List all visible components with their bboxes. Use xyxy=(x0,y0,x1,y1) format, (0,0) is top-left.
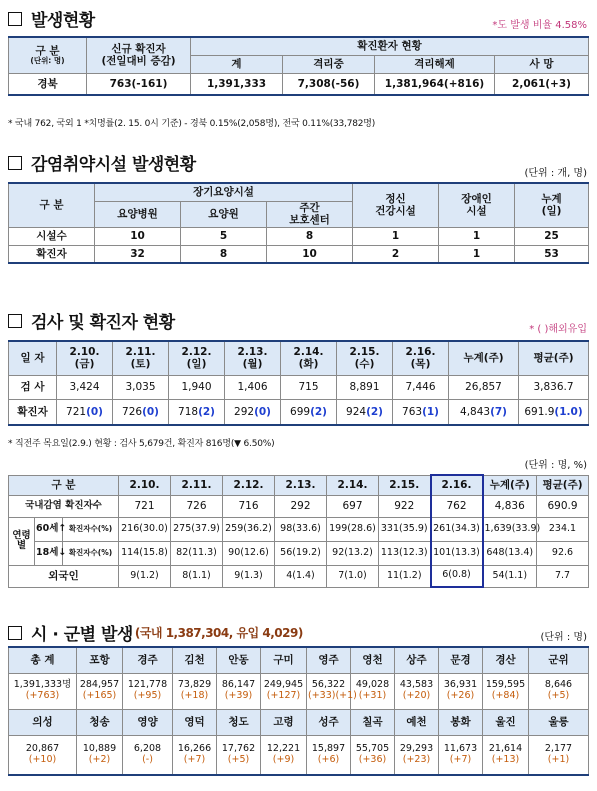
city-count-cell xyxy=(439,735,483,775)
confirmed-row: 확진자 721(0) 726(0) 718(2) 292(0) 699(2) 924(2) 763(1) 4,843(7) 691.9(1.0) xyxy=(9,399,589,425)
city-total: 16,266 xyxy=(177,742,212,754)
city-delta: (+5) xyxy=(227,753,250,765)
section-title-vulnerable: 감염취약시설 발생현황 xyxy=(8,150,196,175)
header-date-cell: 2.15. (수) xyxy=(337,341,393,375)
header-date-cell: 2.11. (토) xyxy=(113,341,169,375)
vulnerable-facility-table xyxy=(8,182,589,264)
city-delta: (+20) xyxy=(402,690,431,701)
city-delta: (+39) xyxy=(224,690,253,701)
foreigner-row: 외국인 9(1.2) 8(1.1) 9(1.3) 4(1.4) 7(1.0) 11(1.2) 6(0.8) 54(1.1) 7.7 xyxy=(9,565,589,587)
city-name: 영양 xyxy=(123,709,173,735)
city-name: 상주 xyxy=(395,647,439,673)
city-total: 21,614 xyxy=(488,742,523,754)
header-total: 계 xyxy=(191,55,283,73)
city-delta: (+5) xyxy=(547,690,570,701)
city-count-cell xyxy=(173,673,217,709)
age-group-label: 연령별 xyxy=(9,517,35,565)
city-total: 8,646 xyxy=(544,679,573,691)
city-count-cell xyxy=(9,673,77,709)
unit-note: (단위 : 명, %) xyxy=(524,460,587,471)
square-bullet-icon xyxy=(8,12,22,26)
city-total: 43,583 xyxy=(399,679,434,691)
header-patient-status: 확진환자 현황 xyxy=(191,37,589,55)
header-longterm-care: 장기요양시설 xyxy=(95,183,353,201)
city-total: 159,595 xyxy=(485,679,526,691)
city-name: 울진 xyxy=(483,709,529,735)
city-delta: (+763) xyxy=(25,690,60,701)
city-county-table xyxy=(8,646,589,776)
city-delta: (+23) xyxy=(402,753,431,765)
city-total: 49,028 xyxy=(355,679,390,691)
header-nursing-home: 요양원 xyxy=(181,201,267,227)
header-date-cell: 2.12. (일) xyxy=(169,341,225,375)
city-name: 봉화 xyxy=(439,709,483,735)
city-total: 73,829 xyxy=(177,679,212,691)
city-name: 고령 xyxy=(261,709,307,735)
city-total: 17,762 xyxy=(221,742,256,754)
city-delta: (+31) xyxy=(358,690,387,701)
city-delta: (-) xyxy=(142,753,153,765)
isolated-value: 7,308(-56) xyxy=(283,73,375,95)
city-total: 121,778 xyxy=(127,679,168,691)
city-name: 총 계 xyxy=(9,647,77,673)
header-date-cell: 2.16. (목) xyxy=(393,341,449,375)
city-count-cell xyxy=(395,735,439,775)
city-delta: (+165) xyxy=(82,690,117,701)
city-count-cell xyxy=(261,735,307,775)
header-disability: 장애인 시설 xyxy=(439,183,515,227)
city-name: 청도 xyxy=(217,709,261,735)
city-count-cell xyxy=(173,735,217,775)
header-day-care: 주간 보호센터 xyxy=(267,201,353,227)
city-count-cell xyxy=(483,673,529,709)
released-value: 1,381,964(+816) xyxy=(375,73,495,95)
city-total: 20,867 xyxy=(25,742,60,754)
city-delta: (+36) xyxy=(358,753,387,765)
square-bullet-icon xyxy=(8,314,22,328)
new-cases-value: 763(-161) xyxy=(87,73,191,95)
province-ratio-note: *도 발생 비율 4.58% xyxy=(492,20,587,31)
city-delta: (+2) xyxy=(88,753,111,765)
header-date-cell: 2.14. (화) xyxy=(281,341,337,375)
outbreak-footnote: * 국내 762, 국외 1 *치명률(2. 15. 0시 기준) - 경북 0.15%(2,058명), 전국 0.11%(33,782명) xyxy=(8,119,376,129)
header-mental-health: 정신 건강시설 xyxy=(353,183,439,227)
city-delta: (+95) xyxy=(133,690,162,701)
city-delta: (+1) xyxy=(547,753,570,765)
city-total: 55,705 xyxy=(355,742,390,754)
city-total: 6,208 xyxy=(133,742,162,754)
square-bullet-icon xyxy=(8,156,22,170)
header-date: 일 자 xyxy=(9,341,57,375)
city-delta: (+9) xyxy=(272,753,295,765)
section-title-city: 시 · 군별 발생 (국내 1,387,304, 유입 4,029) xyxy=(8,620,303,645)
table-row: 시설수 10 5 8 1 1 25 xyxy=(9,227,589,245)
highlight-date: 2.16. xyxy=(431,475,483,495)
city-count-cell xyxy=(529,735,589,775)
city-name-row xyxy=(9,709,589,735)
city-count-cell xyxy=(9,735,77,775)
header-new-cases: 신규 확진자 (전일대비 증감) xyxy=(87,37,191,73)
header-gubun: 구 분 xyxy=(9,183,95,227)
city-total: 2,177 xyxy=(544,742,573,754)
city-value-row xyxy=(9,673,589,709)
city-delta: (+33)(+1) xyxy=(308,690,357,701)
city-name: 경산 xyxy=(483,647,529,673)
city-total: 29,293 xyxy=(399,742,434,754)
city-total: 36,931 xyxy=(443,679,478,691)
city-name: 성주 xyxy=(307,709,351,735)
city-count-cell xyxy=(307,673,357,709)
header-nursing-hospital: 요양병원 xyxy=(95,201,181,227)
row-label: 경북 xyxy=(9,73,87,95)
table-row: 확진자 32 8 10 2 1 53 xyxy=(9,245,589,263)
city-delta: (+6) xyxy=(317,753,340,765)
section-title-outbreak: 발생현황 xyxy=(8,6,95,31)
city-delta: (+127) xyxy=(266,690,301,701)
header-deaths: 사 망 xyxy=(495,55,589,73)
city-count-cell xyxy=(123,673,173,709)
city-name: 문경 xyxy=(439,647,483,673)
age-breakdown-table: 구 분 2.10. 2.11. 2.12. 2.13. 2.14. 2.15. 2.16. 누계(주) 평균(주) 국내감염 확진자수 721 726 716 292 697 922 762 4,836 690.9 연령별 60세↑ 확진자수(%) 216(30.0) 275(37.9) 259(36.2) 98(33.6) 199(28.6) 331(35.9) 261(34.3) 1,639(33.9) 234.1 18세↓ 확진자수(%) 114(15.8) 82(11.3) 90(12.6) 56(19.2) 92(13.2) 113(12.3) 101(13.3) 648(13.4) 92.6 외국인 9(1.2) 8(1.1) 9(1.3) 4(1.4) 7(1.0) 11(1.2) 6(0.8) 54(1.1) 7.7 xyxy=(8,474,589,588)
city-total: 11,673 xyxy=(443,742,478,754)
city-count-cell xyxy=(483,735,529,775)
city-delta: (+84) xyxy=(491,690,520,701)
city-name: 영주 xyxy=(307,647,351,673)
header-date-cell: 2.13. (월) xyxy=(225,341,281,375)
city-total: 86,147 xyxy=(221,679,256,691)
unit-note: (단위 : 명) xyxy=(540,632,587,643)
city-count-cell xyxy=(123,735,173,775)
header-gubun: 구 분 (단위: 명) xyxy=(9,37,87,73)
city-total: 15,897 xyxy=(311,742,346,754)
unit-note: (단위 : 개, 명) xyxy=(524,168,587,179)
city-count-cell xyxy=(439,673,483,709)
city-name: 구미 xyxy=(261,647,307,673)
city-name: 영천 xyxy=(351,647,395,673)
header-date-cell: 2.10. (금) xyxy=(57,341,113,375)
city-count-cell xyxy=(217,735,261,775)
deaths-value: 2,061(+3) xyxy=(495,73,589,95)
city-count-cell xyxy=(217,673,261,709)
city-count-cell xyxy=(307,735,351,775)
city-delta: (+10) xyxy=(28,753,57,765)
tests-table xyxy=(8,340,589,426)
city-name: 울릉 xyxy=(529,709,589,735)
header-weekly-average: 평균(주) xyxy=(519,341,589,375)
outbreak-table xyxy=(8,36,589,96)
tests-footnote: * 직전주 목요일(2.9.) 현황 : 검사 5,679건, 확진자 816명(▼ 6.50%) xyxy=(8,439,275,449)
city-name: 경주 xyxy=(123,647,173,673)
city-count-cell xyxy=(77,673,123,709)
city-name: 의성 xyxy=(9,709,77,735)
city-count-cell xyxy=(529,673,589,709)
section-title-tests: 검사 및 확진자 현황 xyxy=(8,308,175,333)
city-count-cell xyxy=(351,673,395,709)
city-name: 군위 xyxy=(529,647,589,673)
city-name-row xyxy=(9,647,589,673)
city-name: 김천 xyxy=(173,647,217,673)
city-count-cell xyxy=(261,673,307,709)
city-name: 포항 xyxy=(77,647,123,673)
overseas-note: * ( )해외유입 xyxy=(529,324,587,335)
city-total: 284,957 xyxy=(79,679,120,691)
city-total: 249,945 xyxy=(263,679,304,691)
square-bullet-icon xyxy=(8,626,22,640)
header-gubun: 구 분 xyxy=(9,475,119,495)
city-delta: (+18) xyxy=(180,690,209,701)
header-released: 격리해제 xyxy=(375,55,495,73)
city-total: 56,322 xyxy=(311,679,346,691)
age18-row: 18세↓ 확진자수(%) 114(15.8) 82(11.3) 90(12.6) 56(19.2) 92(13.2) 113(12.3) 101(13.3) 648(13.4) 92.6 xyxy=(9,541,589,565)
city-name: 예천 xyxy=(395,709,439,735)
age60-row: 연령별 60세↑ 확진자수(%) 216(30.0) 275(37.9) 259(36.2) 98(33.6) 199(28.6) 331(35.9) 261(34.3) 1,639(33.9) 234.1 xyxy=(9,517,589,541)
tests-row: 검 사 3,424 3,035 1,940 1,406 715 8,891 7,446 26,857 3,836.7 xyxy=(9,375,589,399)
city-delta: (+7) xyxy=(449,753,472,765)
city-value-row xyxy=(9,735,589,775)
total-value: 1,391,333 xyxy=(191,73,283,95)
header-isolated: 격리중 xyxy=(283,55,375,73)
city-name: 영덕 xyxy=(173,709,217,735)
city-delta: (+26) xyxy=(446,690,475,701)
city-total: 10,889 xyxy=(82,742,117,754)
domestic-row: 국내감염 확진자수 721 726 716 292 697 922 762 4,836 690.9 xyxy=(9,495,589,517)
city-count-cell xyxy=(351,735,395,775)
city-count-cell xyxy=(395,673,439,709)
city-total: 12,221 xyxy=(266,742,301,754)
header-cumulative: 누계 (일) xyxy=(515,183,589,227)
city-name: 안동 xyxy=(217,647,261,673)
city-delta: (+13) xyxy=(491,753,520,765)
city-count-cell xyxy=(77,735,123,775)
city-subtitle: (국내 1,387,304, 유입 4,029) xyxy=(134,626,303,640)
city-name: 청송 xyxy=(77,709,123,735)
city-total: 1,391,333명 xyxy=(13,679,72,691)
city-name: 칠곡 xyxy=(351,709,395,735)
header-weekly-cumulative: 누계(주) xyxy=(449,341,519,375)
city-delta: (+7) xyxy=(183,753,206,765)
